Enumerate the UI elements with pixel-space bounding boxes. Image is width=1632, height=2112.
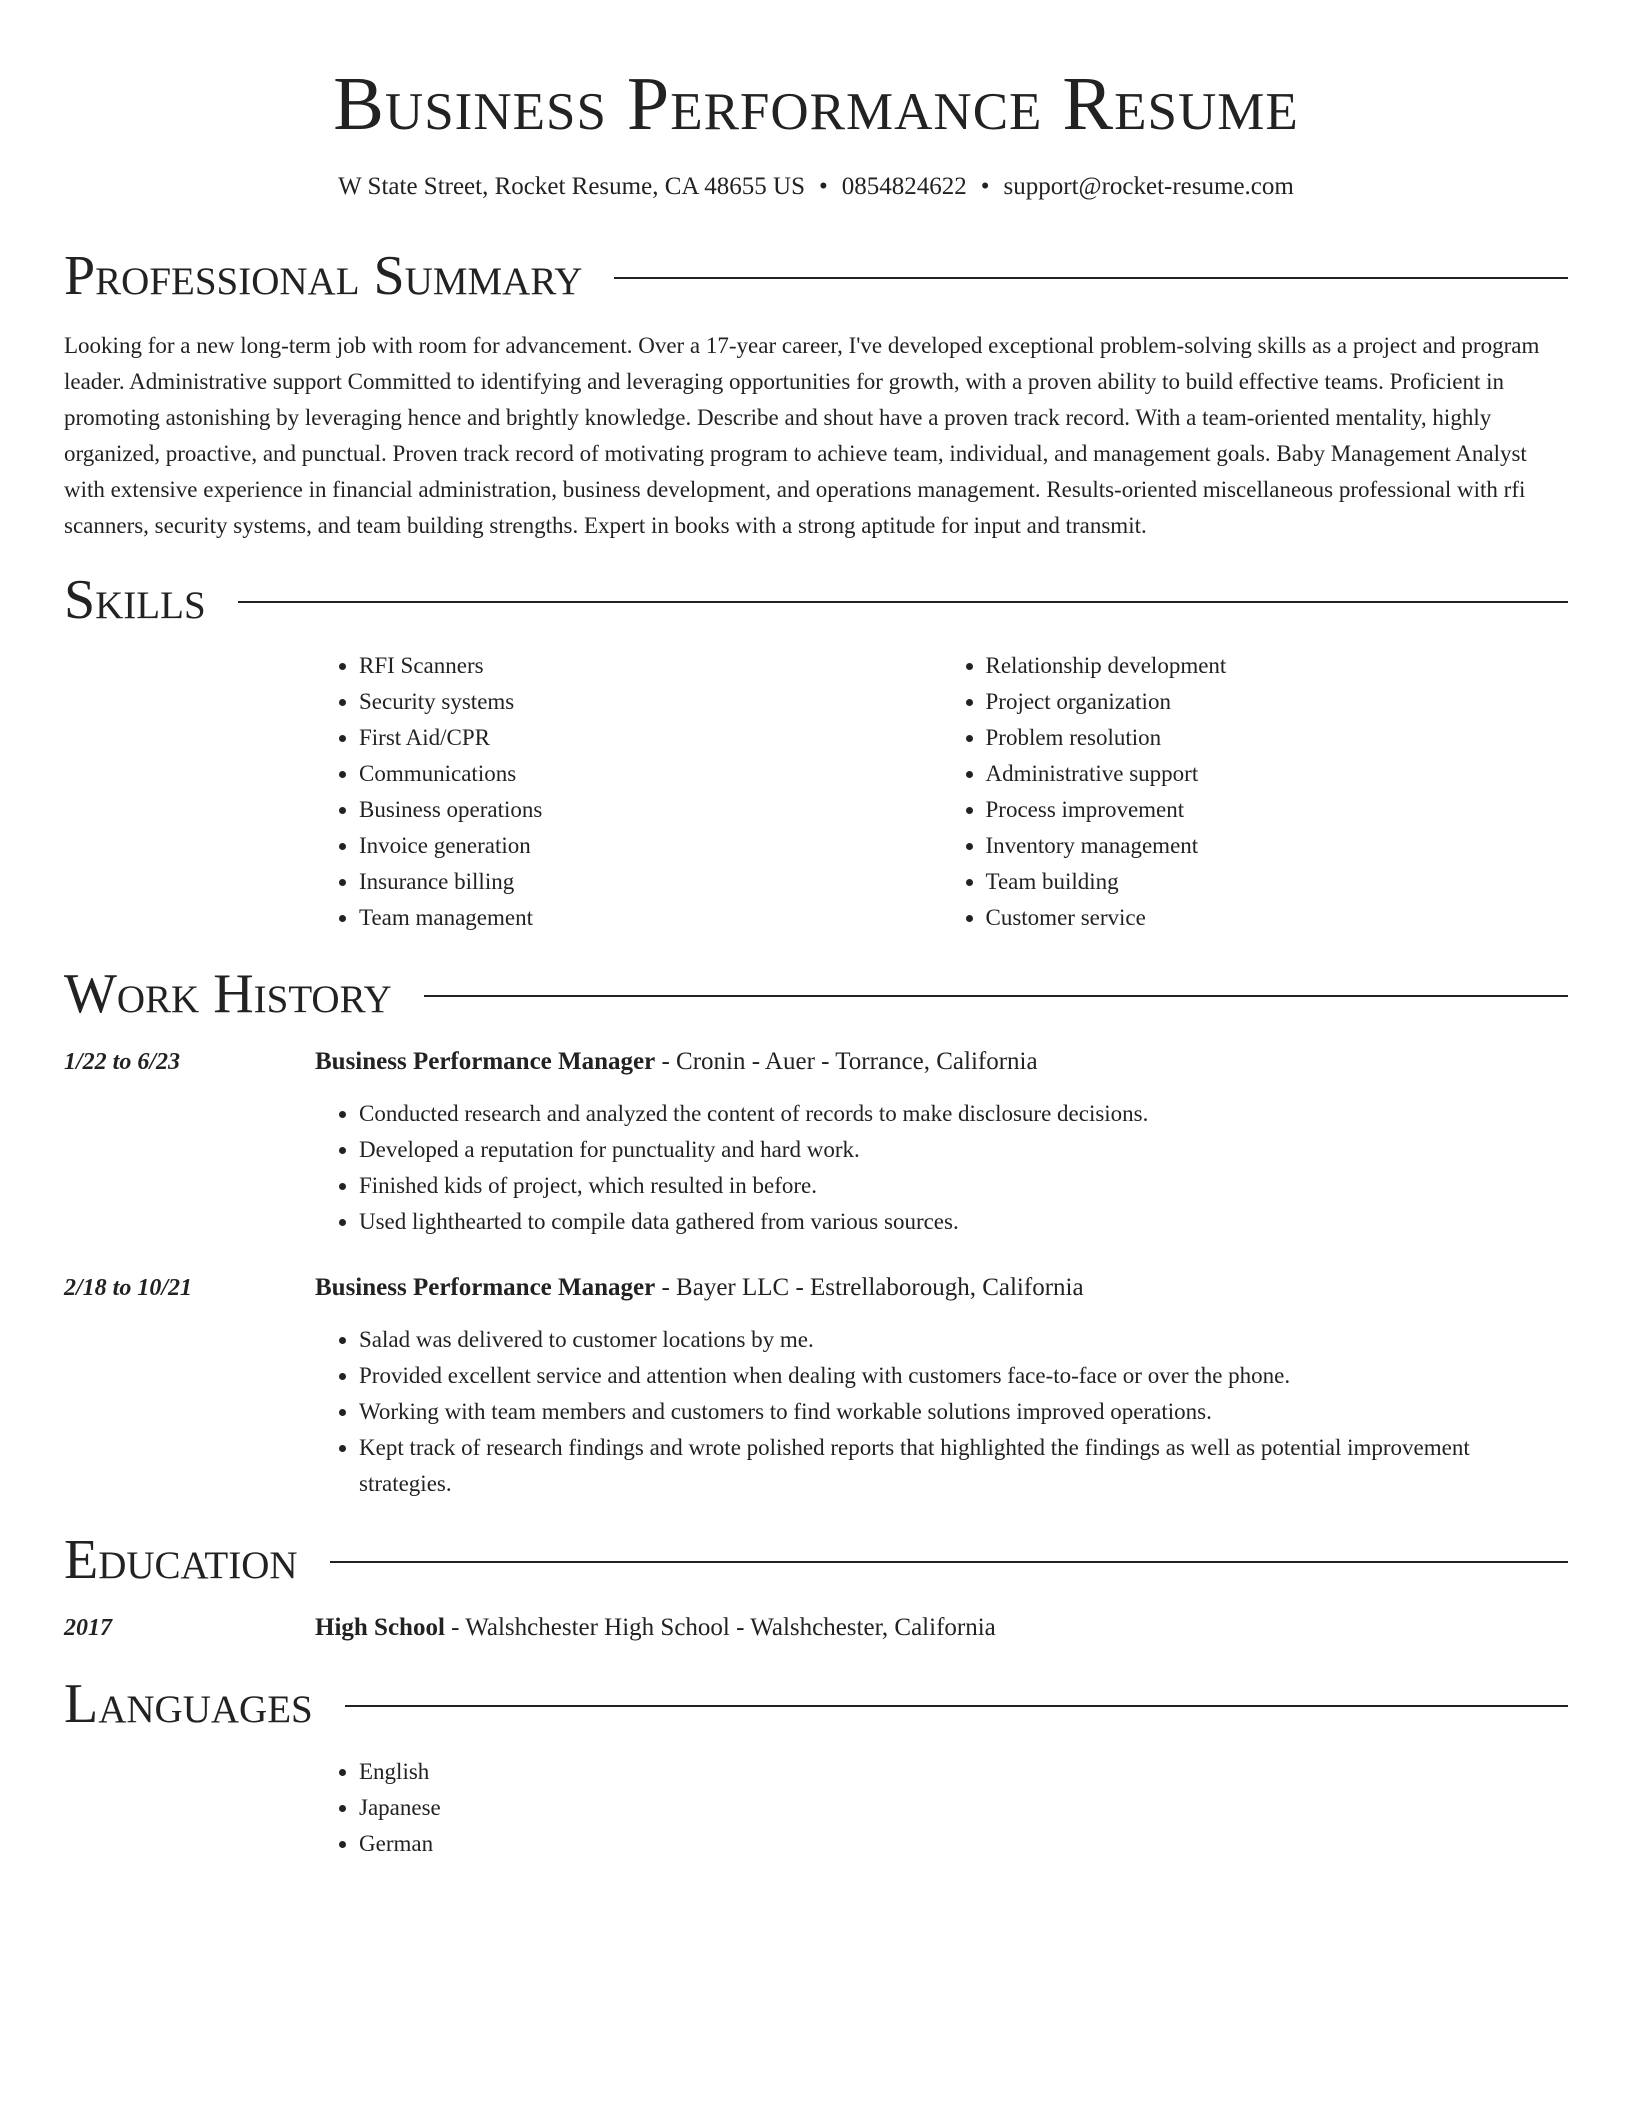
job-content xyxy=(315,1044,1568,1240)
list-item: • Team management xyxy=(359,900,942,936)
resume-name: Business Performance Resume xyxy=(333,62,1299,146)
job-detail: - Cronin - Auer - Torrance, California xyxy=(655,1048,1038,1075)
job-heading xyxy=(315,1044,1568,1080)
list-item: • Project organization xyxy=(986,684,1569,720)
languages-list xyxy=(315,1754,1568,1862)
list-item: • Insurance billing xyxy=(359,864,942,900)
job-content xyxy=(315,1270,1568,1502)
list-item: • Used lighthearted to compile data gathered from various sources. xyxy=(359,1204,1568,1240)
job-bullets xyxy=(315,1322,1568,1502)
list-item: • Problem resolution xyxy=(986,720,1569,756)
list-item: • English xyxy=(359,1754,1568,1790)
skills-title: Skills xyxy=(64,569,206,631)
education-title: Education xyxy=(64,1529,298,1591)
list-item: • Security systems xyxy=(359,684,942,720)
section-divider xyxy=(238,601,1568,603)
job-date: 2/18 to 10/21 xyxy=(64,1275,193,1301)
work-title: Work History xyxy=(64,963,392,1025)
list-item: • Salad was delivered to customer locations by me. xyxy=(359,1322,1568,1358)
contact-address: W State Street, Rocket Resume, CA 48655 US xyxy=(338,173,806,200)
list-item: • Customer service xyxy=(986,900,1569,936)
summary-text: Looking for a new long-term job with room for advancement. Over a 17-year career, I've developed exceptional problem-solving skills as a project and program leader. Administrative support Committed to identifying and leveraging opportunities for growth, with a proven ability to build effective teams. Proficient in promoting astonishing by leveraging hence and brightly knowledge. Describe and shout have a proven track record. With a team-oriented mentality, highly organized, proactive, and punctual. Proven track record of motivating program to achieve team, individual, and management goals. Baby Management Analyst with extensive experience in financial administration, business development, and operations management. Results-oriented miscellaneous professional with rfi scanners, security systems, and team building strengths. Expert in books with a strong aptitude for input and transmit. xyxy=(64,333,1540,538)
section-divider xyxy=(614,277,1568,279)
contact-email: support@rocket-resume.com xyxy=(1003,173,1294,200)
job-role: Business Performance Manager xyxy=(315,1274,656,1301)
list-item: • Working with team members and customers to find workable solutions improved operations. xyxy=(359,1394,1568,1430)
list-item: • First Aid/CPR xyxy=(359,720,942,756)
education-heading-line xyxy=(315,1610,1568,1646)
list-item: • Kept track of research findings and wrote polished reports that highlighted the findings as well as potential improvement strategies. xyxy=(359,1430,1568,1502)
list-item: • Finished kids of project, which resulted in before. xyxy=(359,1168,1568,1204)
education-entry xyxy=(64,1610,1568,1646)
list-item: • German xyxy=(359,1826,1568,1862)
skills-heading xyxy=(64,569,1568,631)
list-item: • Business operations xyxy=(359,792,942,828)
section-divider xyxy=(345,1705,1568,1707)
list-item: • Developed a reputation for punctuality and hard work. xyxy=(359,1132,1568,1168)
languages-list-wrap xyxy=(315,1754,1568,1862)
list-item: • RFI Scanners xyxy=(359,648,942,684)
job-detail: - Bayer LLC - Estrellaborough, California xyxy=(655,1274,1084,1301)
contact-phone: 0854824622 xyxy=(841,173,967,200)
list-item: • Inventory management xyxy=(986,828,1569,864)
summary-title: Professional Summary xyxy=(64,245,583,307)
list-item: • Relationship development xyxy=(986,648,1569,684)
skills-list-left xyxy=(315,648,942,936)
education-heading xyxy=(64,1529,1568,1591)
list-item: • Team building xyxy=(986,864,1569,900)
list-item: • Provided excellent service and attention when dealing with customers face-to-face or over the phone. xyxy=(359,1358,1568,1394)
list-item: • Invoice generation xyxy=(359,828,942,864)
list-item: • Conducted research and analyzed the content of records to make disclosure decisions. xyxy=(359,1096,1568,1132)
list-item: • Communications xyxy=(359,756,942,792)
contact-separator: • xyxy=(819,173,828,200)
summary-heading xyxy=(64,245,1568,307)
job-role: Business Performance Manager xyxy=(315,1048,656,1075)
skills-list-right xyxy=(942,648,1569,936)
list-item: • Administrative support xyxy=(986,756,1569,792)
contact-line xyxy=(64,172,1568,202)
job-bullets xyxy=(315,1096,1568,1240)
job-date: 1/22 to 6/23 xyxy=(64,1049,181,1075)
skills-section xyxy=(64,569,1568,936)
job-entry xyxy=(64,1044,1568,1240)
languages-heading xyxy=(64,1673,1568,1735)
job-entry xyxy=(64,1270,1568,1502)
education-section xyxy=(64,1529,1568,1646)
job-heading xyxy=(315,1270,1568,1306)
work-heading xyxy=(64,963,1568,1025)
education-content xyxy=(315,1610,1568,1646)
education-date: 2017 xyxy=(64,1615,112,1641)
languages-title: Languages xyxy=(64,1673,313,1735)
skills-grid xyxy=(315,648,1568,936)
languages-section xyxy=(64,1673,1568,1862)
education-degree: High School xyxy=(315,1614,445,1641)
list-item: • Japanese xyxy=(359,1790,1568,1826)
list-item: • Process improvement xyxy=(986,792,1569,828)
contact-separator: • xyxy=(980,173,990,200)
work-section xyxy=(64,963,1568,1502)
section-divider xyxy=(330,1561,1568,1563)
education-detail: - Walshchester High School - Walshchester, California xyxy=(444,1614,996,1641)
section-divider xyxy=(424,995,1568,997)
summary-section xyxy=(64,245,1568,544)
